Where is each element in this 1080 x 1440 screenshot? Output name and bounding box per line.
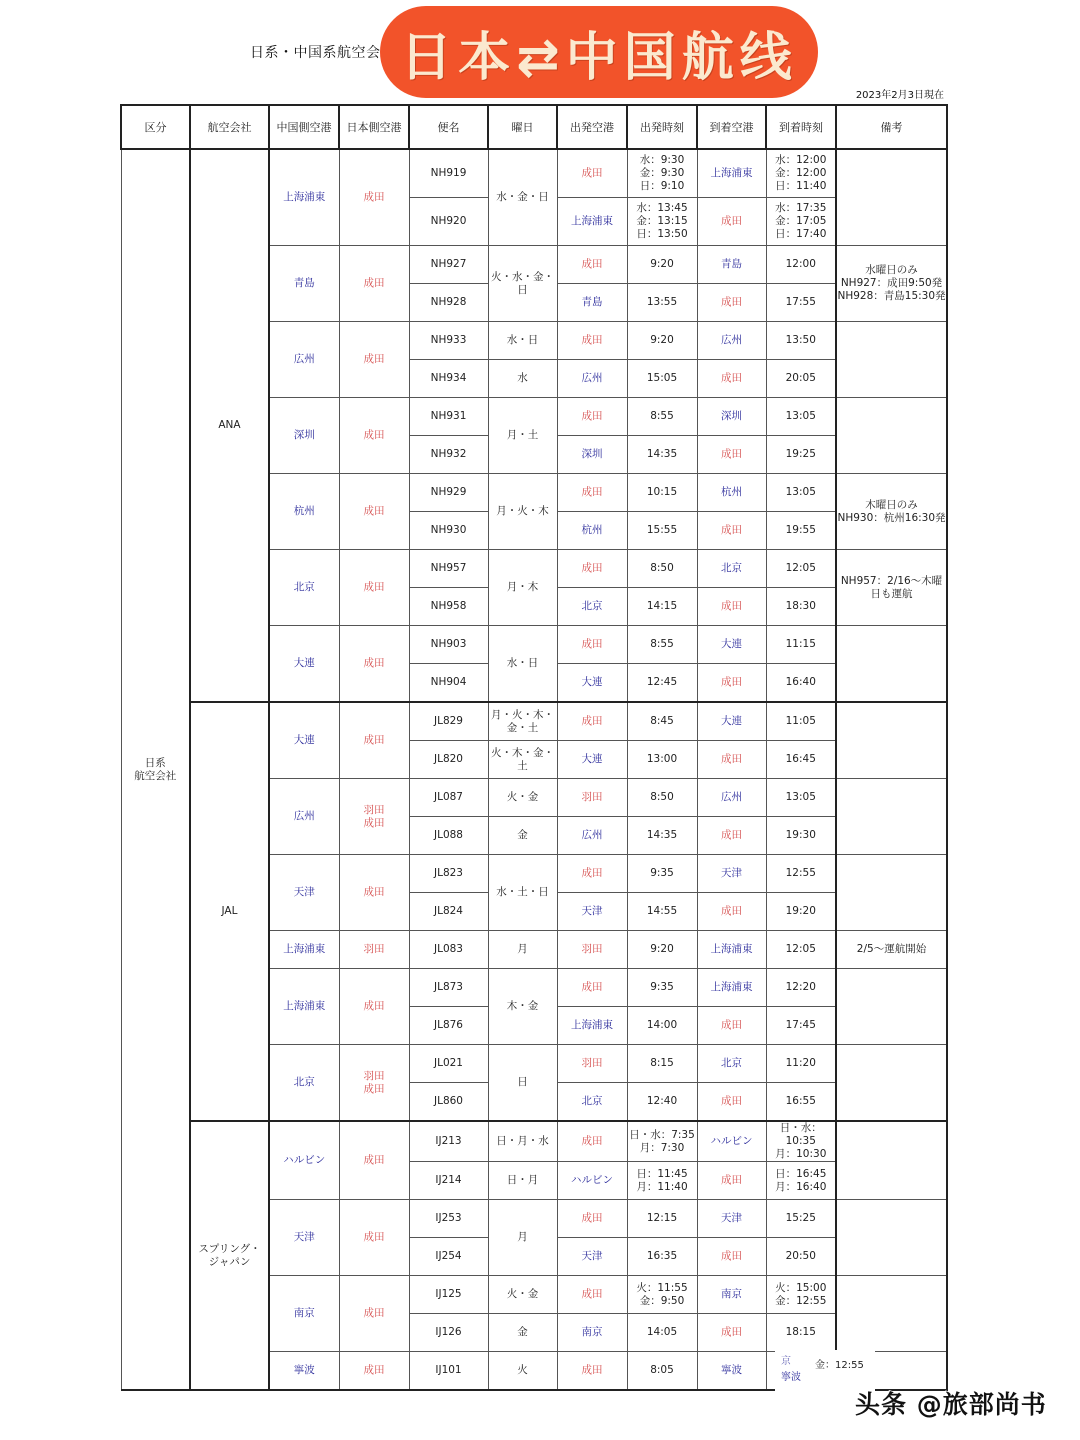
days-cell: 火・木・金・土 — [488, 741, 557, 779]
flight-number-cell: JL824 — [409, 893, 488, 931]
arrival-airport-cell: ハルビン — [697, 1121, 766, 1162]
arrival-airport-cell: 成田 — [697, 1238, 766, 1276]
arrival-airport-cell: 上海浦東 — [697, 969, 766, 1007]
departure-airport-cell: 大連 — [557, 664, 627, 703]
departure-time-cell: 8:50 — [627, 550, 697, 588]
days-cell: 木・金 — [488, 969, 557, 1045]
arrival-airport-cell: 大連 — [697, 626, 766, 664]
airline-cell: スプリング・ ジャパン — [190, 1121, 269, 1390]
departure-airport-cell: 成田 — [557, 1276, 627, 1314]
table-row — [121, 149, 947, 198]
departure-time-cell: 14:55 — [627, 893, 697, 931]
category-cell: 日系 航空会社 — [121, 149, 190, 1390]
days-cell: 水・日 — [488, 322, 557, 360]
days-cell: 月・火・木 — [488, 474, 557, 550]
remarks-cell — [836, 626, 947, 703]
arrival-time-cell: 15:25 — [766, 1200, 836, 1238]
arrival-airport-cell: 深圳 — [697, 398, 766, 436]
china-airport-cell: ハルビン — [269, 1121, 339, 1200]
japan-airport-cell: 羽田 成田 — [339, 1045, 409, 1122]
japan-airport-cell: 成田 — [339, 626, 409, 703]
arrival-time-cell: 12:05 — [766, 931, 836, 969]
watermark: 头条 @旅部尚书 — [855, 1390, 1047, 1419]
departure-airport-cell: 広州 — [557, 817, 627, 855]
as-of-date: 2023年2月3日現在 — [855, 90, 944, 101]
remarks-cell: 木曜日のみ NH930：杭州16:30発 — [836, 474, 947, 550]
column-header: 日本側空港 — [339, 105, 409, 149]
arrival-airport-cell: 成田 — [697, 1314, 766, 1352]
departure-time-cell: 14:15 — [627, 588, 697, 626]
departure-airport-cell: 広州 — [557, 360, 627, 398]
departure-airport-cell: 大連 — [557, 741, 627, 779]
flight-number-cell: IJ126 — [409, 1314, 488, 1352]
arrival-airport-cell: 成田 — [697, 198, 766, 246]
arrival-time-cell: 12:55 — [766, 855, 836, 893]
departure-time-cell: 15:55 — [627, 512, 697, 550]
arrival-airport-cell: 成田 — [697, 436, 766, 474]
china-airport-cell: 杭州 — [269, 474, 339, 550]
departure-time-cell: 9:35 — [627, 855, 697, 893]
remarks-cell — [836, 855, 947, 931]
flight-number-cell: NH933 — [409, 322, 488, 360]
column-header: 備考 — [836, 105, 947, 149]
departure-time-cell: 12:45 — [627, 664, 697, 703]
arrival-time-cell: 18:30 — [766, 588, 836, 626]
flight-number-cell: JL083 — [409, 931, 488, 969]
flight-number-cell: NH958 — [409, 588, 488, 626]
china-airport-cell: 深圳 — [269, 398, 339, 474]
flight-number-cell: NH919 — [409, 149, 488, 198]
departure-time-cell: 13:00 — [627, 741, 697, 779]
flight-number-cell: JL876 — [409, 1007, 488, 1045]
departure-time-cell: 9:20 — [627, 322, 697, 360]
column-header: 出発時刻 — [627, 105, 697, 149]
japan-airport-cell: 羽田 — [339, 931, 409, 969]
flight-number-cell: NH934 — [409, 360, 488, 398]
arrival-airport-cell: 成田 — [697, 1162, 766, 1200]
japan-airport-cell: 成田 — [339, 1276, 409, 1352]
days-cell: 月・火・木・ 金・土 — [488, 702, 557, 741]
departure-time-cell: 9:20 — [627, 246, 697, 284]
departure-time-cell: 8:05 — [627, 1352, 697, 1391]
departure-time-cell: 8:55 — [627, 398, 697, 436]
arrival-time-cell: 13:50 — [766, 322, 836, 360]
departure-airport-cell: 杭州 — [557, 512, 627, 550]
arrival-airport-cell: 南京 — [697, 1276, 766, 1314]
days-cell: 水 — [488, 360, 557, 398]
arrival-airport-cell: 成田 — [697, 512, 766, 550]
column-header: 曜日 — [488, 105, 557, 149]
arrival-airport-cell: 成田 — [697, 360, 766, 398]
china-airport-cell: 大連 — [269, 626, 339, 703]
departure-airport-cell: 青島 — [557, 284, 627, 322]
departure-airport-cell: 天津 — [557, 893, 627, 931]
flight-number-cell: NH903 — [409, 626, 488, 664]
flight-number-cell: NH931 — [409, 398, 488, 436]
departure-airport-cell: 上海浦東 — [557, 1007, 627, 1045]
days-cell: 金 — [488, 817, 557, 855]
flight-number-cell: IJ213 — [409, 1121, 488, 1162]
flight-number-cell: NH920 — [409, 198, 488, 246]
japan-airport-cell: 成田 — [339, 1121, 409, 1200]
flight-number-cell: NH928 — [409, 284, 488, 322]
arrival-airport-cell: 成田 — [697, 1083, 766, 1122]
days-cell: 火・水・金・日 — [488, 246, 557, 322]
flight-number-cell: NH932 — [409, 436, 488, 474]
arrival-time-cell: 12:05 — [766, 550, 836, 588]
days-cell: 月・木 — [488, 550, 557, 626]
remarks-cell — [836, 702, 947, 779]
departure-time-cell: 8:50 — [627, 779, 697, 817]
departure-time-cell: 水：9:30 金：9:30 日：9:10 — [627, 149, 697, 198]
arrival-airport-cell: 青島 — [697, 246, 766, 284]
column-header: 便名 — [409, 105, 488, 149]
arrival-airport-cell: 成田 — [697, 817, 766, 855]
china-airport-cell: 天津 — [269, 855, 339, 931]
departure-airport-cell: 成田 — [557, 1352, 627, 1391]
flight-number-cell: JL087 — [409, 779, 488, 817]
china-airport-cell: 南京 — [269, 1276, 339, 1352]
japan-airport-cell: 羽田 成田 — [339, 779, 409, 855]
china-airport-cell: 寧波 — [269, 1352, 339, 1391]
china-airport-cell: 青島 — [269, 246, 339, 322]
flight-number-cell: NH929 — [409, 474, 488, 512]
flight-schedule-table — [120, 104, 948, 1391]
departure-time-cell: 15:05 — [627, 360, 697, 398]
column-header: 航空会社 — [190, 105, 269, 149]
arrival-airport-cell: 天津 — [697, 1200, 766, 1238]
departure-time-cell: 14:05 — [627, 1314, 697, 1352]
departure-airport-cell: 成田 — [557, 149, 627, 198]
arrival-time-cell: 16:40 — [766, 664, 836, 703]
days-cell: 月 — [488, 931, 557, 969]
arrival-airport-cell: 広州 — [697, 779, 766, 817]
departure-airport-cell: 北京 — [557, 1083, 627, 1122]
column-header: 中国側空港 — [269, 105, 339, 149]
departure-time-cell: 火：11:55 金：9:50 — [627, 1276, 697, 1314]
departure-airport-cell: 成田 — [557, 855, 627, 893]
remarks-cell — [836, 398, 947, 474]
arrival-airport-cell: 天津 — [697, 855, 766, 893]
arrival-time-cell: 19:30 — [766, 817, 836, 855]
flight-number-cell: JL829 — [409, 702, 488, 741]
departure-time-cell: 9:35 — [627, 969, 697, 1007]
remarks-cell — [836, 1045, 947, 1122]
china-airport-cell: 広州 — [269, 779, 339, 855]
arrival-time-cell: 火：15:00 金：12:55 — [766, 1276, 836, 1314]
arrival-airport-cell: 成田 — [697, 588, 766, 626]
departure-time-cell: 日・水：7:35 月：7:30 — [627, 1121, 697, 1162]
japan-airport-cell: 成田 — [339, 474, 409, 550]
arrival-time-cell: 19:25 — [766, 436, 836, 474]
japan-airport-cell: 成田 — [339, 550, 409, 626]
arrival-airport-cell: 成田 — [697, 284, 766, 322]
arrival-time-cell: 20:50 — [766, 1238, 836, 1276]
airline-cell: ANA — [190, 149, 269, 702]
arrival-time-cell: 11:15 — [766, 626, 836, 664]
flight-number-cell: JL860 — [409, 1083, 488, 1122]
arrival-airport-cell: 成田 — [697, 1007, 766, 1045]
departure-airport-cell: 天津 — [557, 1238, 627, 1276]
departure-airport-cell: 羽田 — [557, 779, 627, 817]
arrival-time-cell: 19:55 — [766, 512, 836, 550]
arrival-time-cell: 13:05 — [766, 779, 836, 817]
remarks-cell: 2/5～運航開始 — [836, 931, 947, 969]
departure-airport-cell: 上海浦東 — [557, 198, 627, 246]
departure-time-cell: 16:35 — [627, 1238, 697, 1276]
remarks-cell — [836, 322, 947, 398]
flight-number-cell: IJ253 — [409, 1200, 488, 1238]
column-header: 出発空港 — [557, 105, 627, 149]
column-header: 到着空港 — [697, 105, 766, 149]
days-cell: 火 — [488, 1352, 557, 1391]
arrival-airport-cell: 成田 — [697, 893, 766, 931]
arrival-airport-cell: 北京 — [697, 550, 766, 588]
departure-airport-cell: 成田 — [557, 322, 627, 360]
departure-airport-cell: 成田 — [557, 1200, 627, 1238]
china-airport-cell: 上海浦東 — [269, 149, 339, 246]
table-row — [121, 1121, 947, 1162]
departure-airport-cell: 北京 — [557, 588, 627, 626]
china-airport-cell: 大連 — [269, 702, 339, 779]
image-artifact: 京 金：12:55 寧波 — [775, 1350, 875, 1392]
table-header — [121, 105, 947, 149]
china-airport-cell: 北京 — [269, 550, 339, 626]
subtitle: 日系・中国系航空会 — [250, 45, 381, 61]
arrival-time-cell: 16:55 — [766, 1083, 836, 1122]
column-header: 区分 — [121, 105, 190, 149]
china-airport-cell: 上海浦東 — [269, 931, 339, 969]
flight-number-cell: NH927 — [409, 246, 488, 284]
remarks-cell: NH957：2/16～木曜 日も運航 — [836, 550, 947, 626]
departure-time-cell: 水：13:45 金：13:15 日：13:50 — [627, 198, 697, 246]
arrival-time-cell: 12:00 — [766, 246, 836, 284]
departure-airport-cell: 成田 — [557, 474, 627, 512]
flight-number-cell: IJ101 — [409, 1352, 488, 1391]
departure-airport-cell: ハルビン — [557, 1162, 627, 1200]
days-cell: 水・日 — [488, 626, 557, 703]
departure-airport-cell: 成田 — [557, 702, 627, 741]
arrival-time-cell: 日：16:45 月：16:40 — [766, 1162, 836, 1200]
japan-airport-cell: 成田 — [339, 1200, 409, 1276]
japan-airport-cell: 成田 — [339, 246, 409, 322]
days-cell: 火・金 — [488, 779, 557, 817]
japan-airport-cell: 成田 — [339, 398, 409, 474]
remarks-cell — [836, 779, 947, 855]
days-cell: 水・土・日 — [488, 855, 557, 931]
departure-time-cell: 13:55 — [627, 284, 697, 322]
remarks-cell — [836, 1121, 947, 1200]
china-airport-cell: 天津 — [269, 1200, 339, 1276]
japan-airport-cell: 成田 — [339, 1352, 409, 1391]
flight-number-cell: JL820 — [409, 741, 488, 779]
departure-time-cell: 8:45 — [627, 702, 697, 741]
japan-airport-cell: 成田 — [339, 702, 409, 779]
airline-cell: JAL — [190, 702, 269, 1121]
departure-airport-cell: 成田 — [557, 1121, 627, 1162]
days-cell: 日・月・水 — [488, 1121, 557, 1162]
arrival-airport-cell: 北京 — [697, 1045, 766, 1083]
departure-time-cell: 8:55 — [627, 626, 697, 664]
china-airport-cell: 広州 — [269, 322, 339, 398]
remarks-cell — [836, 969, 947, 1045]
arrival-time-cell: 日・水：10:35 月：10:30 — [766, 1121, 836, 1162]
arrival-airport-cell: 寧波 — [697, 1352, 766, 1391]
departure-time-cell: 10:15 — [627, 474, 697, 512]
remarks-cell — [836, 1276, 947, 1352]
departure-time-cell: 12:15 — [627, 1200, 697, 1238]
flight-number-cell: JL873 — [409, 969, 488, 1007]
departure-airport-cell: 羽田 — [557, 1045, 627, 1083]
remarks-cell — [836, 1200, 947, 1276]
japan-airport-cell: 成田 — [339, 969, 409, 1045]
departure-time-cell: 9:20 — [627, 931, 697, 969]
arrival-airport-cell: 広州 — [697, 322, 766, 360]
departure-airport-cell: 南京 — [557, 1314, 627, 1352]
flight-number-cell: IJ214 — [409, 1162, 488, 1200]
arrival-time-cell: 16:45 — [766, 741, 836, 779]
remarks-cell — [836, 149, 947, 246]
arrival-time-cell: 19:20 — [766, 893, 836, 931]
arrival-time-cell: 20:05 — [766, 360, 836, 398]
days-cell: 日 — [488, 1045, 557, 1122]
china-airport-cell: 北京 — [269, 1045, 339, 1122]
table-row — [121, 702, 947, 741]
departure-airport-cell: 成田 — [557, 246, 627, 284]
arrival-airport-cell: 成田 — [697, 664, 766, 703]
page-title: 日本⇄中国航线 — [400, 27, 798, 88]
days-cell: 日・月 — [488, 1162, 557, 1200]
flight-number-cell: NH904 — [409, 664, 488, 703]
departure-time-cell: 12:40 — [627, 1083, 697, 1122]
arrival-time-cell: 13:05 — [766, 474, 836, 512]
column-header: 到着時刻 — [766, 105, 836, 149]
departure-airport-cell: 深圳 — [557, 436, 627, 474]
flight-number-cell: JL823 — [409, 855, 488, 893]
departure-time-cell: 14:35 — [627, 817, 697, 855]
flight-number-cell: JL088 — [409, 817, 488, 855]
arrival-time-cell: 13:05 — [766, 398, 836, 436]
arrival-airport-cell: 杭州 — [697, 474, 766, 512]
flight-number-cell: JL021 — [409, 1045, 488, 1083]
days-cell: 金 — [488, 1314, 557, 1352]
remarks-cell: 水曜日のみ NH927：成田9:50発 NH928：青島15:30発 — [836, 246, 947, 322]
china-airport-cell: 上海浦東 — [269, 969, 339, 1045]
days-cell: 月・土 — [488, 398, 557, 474]
departure-time-cell: 14:35 — [627, 436, 697, 474]
title-badge — [380, 6, 818, 98]
departure-time-cell: 14:00 — [627, 1007, 697, 1045]
arrival-time-cell: 11:05 — [766, 702, 836, 741]
arrival-airport-cell: 上海浦東 — [697, 931, 766, 969]
departure-airport-cell: 成田 — [557, 398, 627, 436]
japan-airport-cell: 成田 — [339, 149, 409, 246]
arrival-time-cell: 12:20 — [766, 969, 836, 1007]
arrival-time-cell: 18:15 — [766, 1314, 836, 1352]
departure-airport-cell: 成田 — [557, 550, 627, 588]
flight-number-cell: IJ254 — [409, 1238, 488, 1276]
departure-time-cell: 日：11:45 月：11:40 — [627, 1162, 697, 1200]
days-cell: 火・金 — [488, 1276, 557, 1314]
days-cell: 月 — [488, 1200, 557, 1276]
arrival-time-cell: 17:55 — [766, 284, 836, 322]
arrival-airport-cell: 大連 — [697, 702, 766, 741]
arrival-airport-cell: 上海浦東 — [697, 149, 766, 198]
departure-airport-cell: 成田 — [557, 969, 627, 1007]
departure-time-cell: 8:15 — [627, 1045, 697, 1083]
departure-airport-cell: 羽田 — [557, 931, 627, 969]
flight-number-cell: NH957 — [409, 550, 488, 588]
arrival-time-cell: 17:45 — [766, 1007, 836, 1045]
japan-airport-cell: 成田 — [339, 322, 409, 398]
flight-number-cell: NH930 — [409, 512, 488, 550]
days-cell: 水・金・日 — [488, 149, 557, 246]
flight-number-cell: IJ125 — [409, 1276, 488, 1314]
japan-airport-cell: 成田 — [339, 855, 409, 931]
arrival-time-cell: 水：12:00 金：12:00 日：11:40 — [766, 149, 836, 198]
arrival-airport-cell: 成田 — [697, 741, 766, 779]
arrival-time-cell: 水：17:35 金：17:05 日：17:40 — [766, 198, 836, 246]
arrival-time-cell: 11:20 — [766, 1045, 836, 1083]
departure-airport-cell: 成田 — [557, 626, 627, 664]
